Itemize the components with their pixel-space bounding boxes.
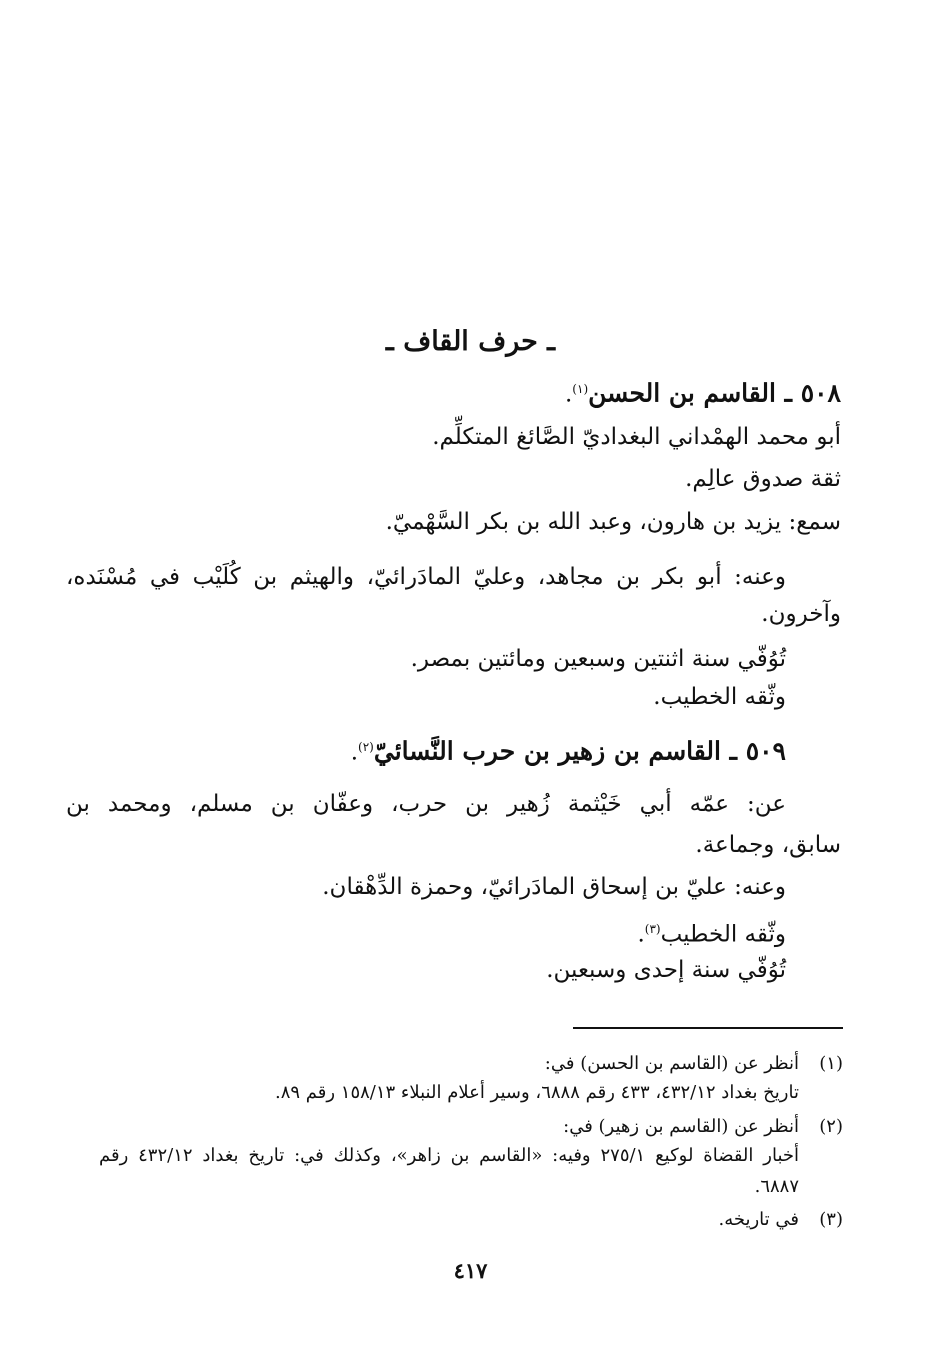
entry-509-line-4 — [637, 912, 786, 952]
entry-508-title-text: ٥٠٨ ـ القاسم بن الحسن — [588, 378, 841, 408]
entry-509-line-2: سابق، وجماعة. — [695, 832, 841, 858]
section-heading: ـ حرف القاف ـ — [385, 326, 556, 357]
entry-508-title — [565, 372, 841, 412]
entry-509-title-text: ٥٠٩ ـ القاسم بن زهير بن حرب النَّسائيّ — [373, 736, 786, 766]
footnote-2-line-1: أنظر عن (القاسم بن زهير) في: — [563, 1116, 799, 1137]
footnote-3-line-1: في تاريخه. — [718, 1209, 799, 1230]
entry-509-title-end: . — [350, 739, 359, 766]
entry-509-line-1: عن: عمّه أبي خَيْثمة زُهير بن حرب، وعفّان بن مسلم، ومحمد بن — [66, 791, 786, 817]
footnote-2 — [563, 1114, 843, 1140]
footnote-ref-1[interactable]: (١) — [572, 382, 589, 396]
entry-509-line-5: تُوُفّي سنة إحدى وسبعين. — [546, 957, 786, 983]
footnote-2-line-2: أخبار القضاة لوكيع ٢٧٥/١ وفيه: «القاسم بن زاهر»، وكذلك في: تاريخ بغداد ٤٣٢/١٢ رقم — [99, 1145, 800, 1166]
footnote-2-line-3: ٦٨٨٧. — [754, 1176, 799, 1197]
footnote-1-number: (١) — [819, 1053, 843, 1074]
entry-508-line-6: تُوُفّي سنة اثنتين وسبعين ومائتين بمصر. — [410, 646, 786, 672]
footnote-ref-3[interactable]: (٣) — [644, 922, 661, 936]
entry-508-line-2: ثقة صدوق عالِم. — [685, 466, 841, 492]
entry-508-line-3: سمع: يزيد بن هارون، وعبد الله بن بكر السَّهْميّ. — [385, 509, 841, 535]
page-number: ٤١٧ — [453, 1258, 488, 1283]
footnote-3 — [718, 1207, 843, 1233]
footnote-1-line-1: أنظر عن (القاسم بن الحسن) في: — [544, 1053, 799, 1074]
footnote-2-number: (٢) — [819, 1116, 843, 1137]
footnote-ref-2[interactable]: (٢) — [358, 740, 374, 754]
entry-508-line-1: أبو محمد الهمْداني البغداديّ الصَّائغ المتكلِّم. — [432, 424, 841, 450]
footnote-separator — [573, 1027, 843, 1029]
entry-508-line-4: وعنه: أبو بكر بن مجاهد، وعليّ المادَرائيّ، والهيثم بن كُلَيْب في مُسْنَده، — [66, 564, 786, 590]
entry-508-line-5: وآخرون. — [761, 601, 841, 627]
entry-509-line-4-text: وثّقه الخطيب — [660, 921, 786, 948]
entry-508-line-7: وثّقه الخطيب. — [653, 684, 786, 710]
entry-509-line-4-end: . — [637, 921, 645, 948]
entry-508-title-end: . — [564, 381, 573, 408]
footnote-3-number: (٣) — [819, 1209, 843, 1230]
footnote-1 — [545, 1051, 843, 1077]
footnote-1-line-2: تاريخ بغداد ٤٣٢/١٢، ٤٣٣ رقم ٦٨٨٨، وسير أعلام النبلاء ١٥٨/١٣ رقم ٨٩. — [274, 1082, 799, 1103]
entry-509-title — [351, 730, 786, 770]
entry-509-line-3: وعنه: عليّ بن إسحاق المادَرائيّ، وحمزة الدِّهْقان. — [322, 874, 786, 900]
